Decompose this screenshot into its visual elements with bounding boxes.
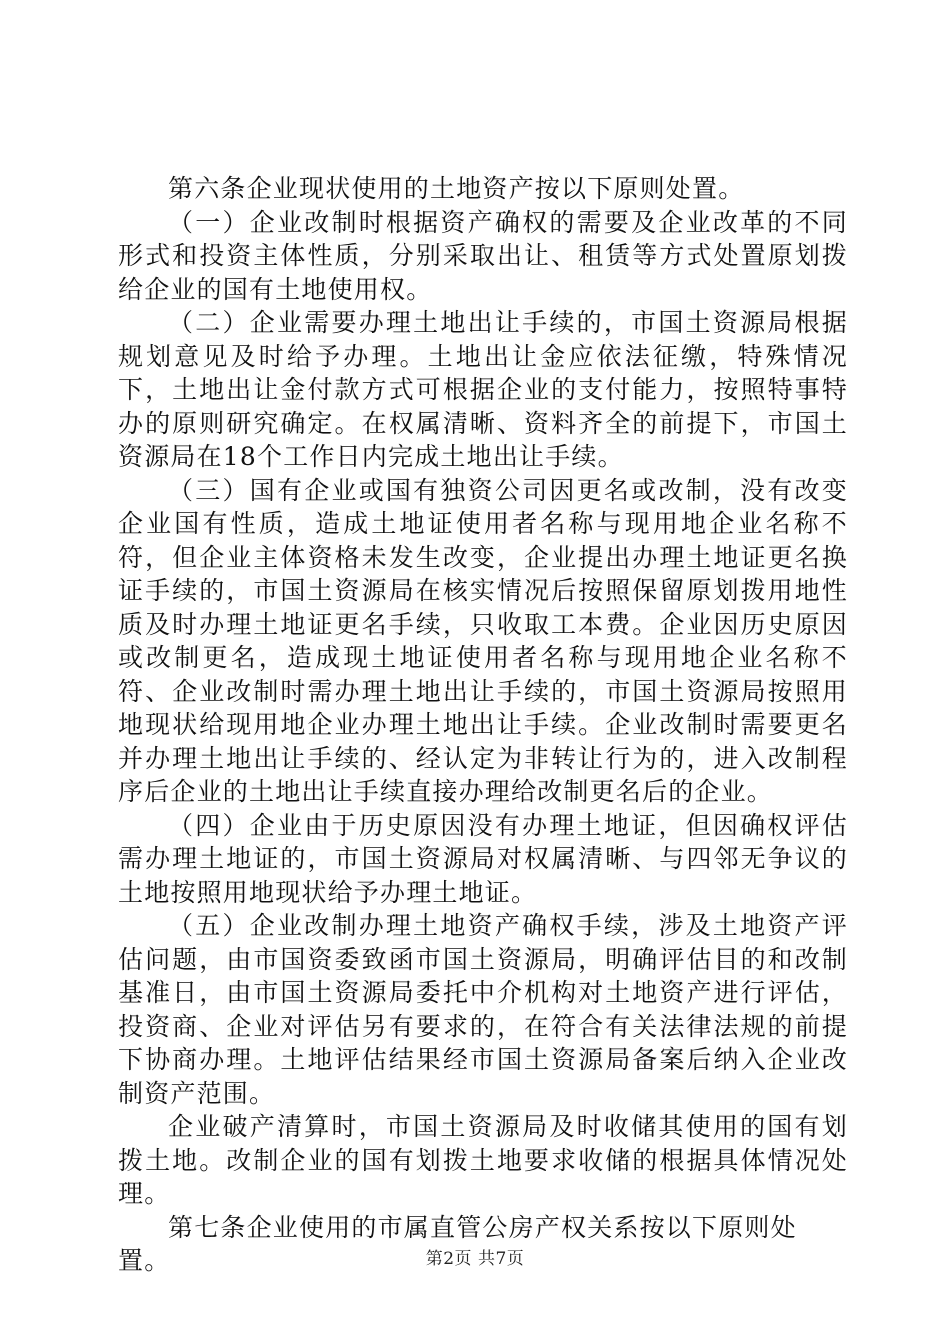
- paragraph-article-7: 第七条企业使用的市属直管公房产权关系按以下原则处置。: [118, 1212, 797, 1275]
- page-number-footer: 第2页 共7页: [425, 1249, 525, 1269]
- paragraph-article-6: 第六条企业现状使用的土地资产按以下原则处置。: [168, 174, 745, 203]
- paragraph-clause-3: （三）国有企业或国有独资公司因更名或改制，没有改变企业国有性质，造成土地证使用者名称与现用地企业名称不符，但企业主体资格未发生改变，企业提出办理土地证更名换证手续的，市国土资源局在核实情况后按照保留原划拨用地性质及时办理土地证更名手续，只收取工本费。企业因历史原因或改制更名，造成现土地证使用者名称与现用地企业名称不符、企业改制时需办理土地出让手续的，市国土资源局按照用地现状给现用地企业办理土地出让手续。企业改制时需要更名并办理土地出让手续的、经认定为非转让行为的，进入改制程序后企业的土地出让手续直接办理给改制更名后的企业。: [118, 475, 848, 806]
- paragraph-clause-1: （一）企业改制时根据资产确权的需要及企业改革的不同形式和投资主体性质，分别采取出让、租赁等方式处置原划拨给企业的国有土地使用权。: [118, 207, 848, 304]
- document-body: [118, 172, 848, 1278]
- paragraph-bankruptcy: 企业破产清算时，市国土资源局及时收储其使用的国有划拨土地。改制企业的国有划拨土地要求收储的根据具体情况处理。: [118, 1112, 848, 1208]
- paragraph-clause-2: （二）企业需要办理土地出让手续的，市国土资源局根据规划意见及时给予办理。土地出让金应依法征缴，特殊情况下，土地出让金付款方式可根据企业的支付能力，按照特事特办的原则研究确定。在权属清晰、资料齐全的前提下，市国土资源局在18个工作日内完成土地出让手续。: [118, 308, 848, 471]
- paragraph-clause-5: （五）企业改制办理土地资产确权手续，涉及土地资产评估问题，由市国资委致函市国土资源局，明确评估目的和改制基准日，由市国土资源局委托中介机构对土地资产进行评估，投资商、企业对评估另有要求的，在符合有关法律法规的前提下协商办理。土地评估结果经市国土资源局备案后纳入企业改制资产范围。: [118, 911, 848, 1108]
- paragraph-clause-4: （四）企业由于历史原因没有办理土地证，但因确权评估需办理土地证的，市国土资源局对权属清晰、与四邻无争议的土地按照用地现状给予办理土地证。: [118, 810, 848, 907]
